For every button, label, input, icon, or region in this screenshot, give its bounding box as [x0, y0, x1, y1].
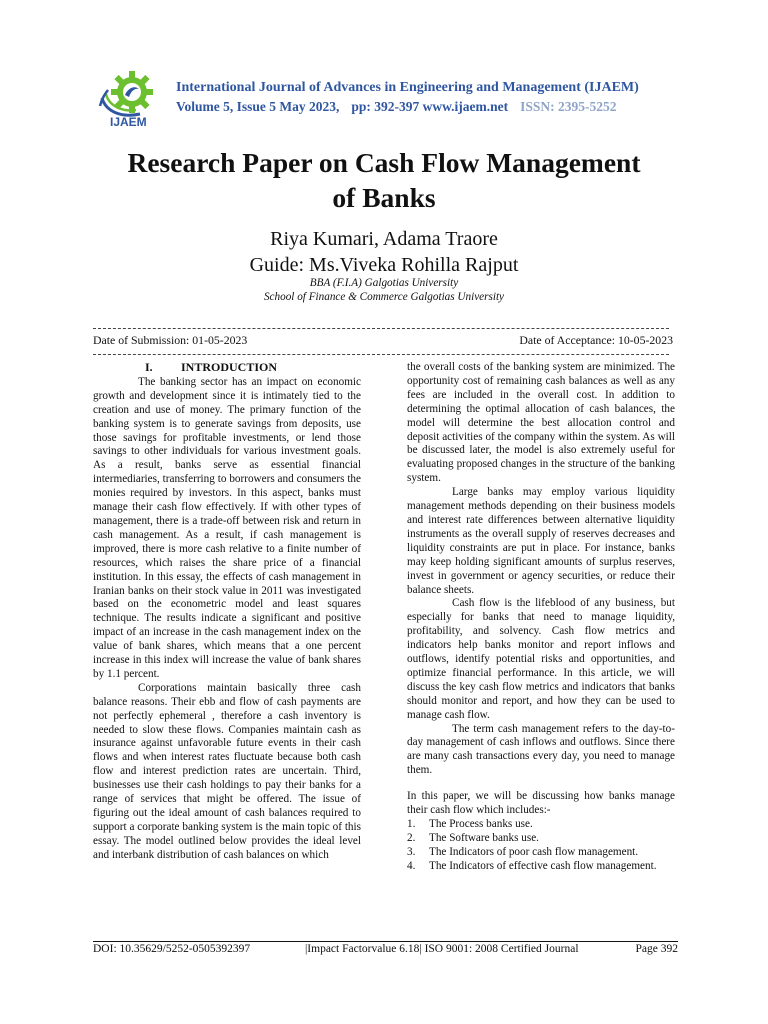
intro-paragraph-2: Corporations maintain basically three cash balance reasons. Their ebb and flow of cash payments are not perfectly ephemeral , therefore a cash inventory is needed to slow these flows. Companies maintain cash as insurance against unfavorable future events in their cash flows and when interest rates fluctuate because both cash flow and interest prediction rates are uncertain. Third, businesses use their cash holdings to pay their banks for a range of services that might be offered. The issue of figuring out the ideal amount of cash balances required to support a corporate banking system is the main topic of this essay. The model outlined below provides the ideal level and interbank distribution of cash balances on which	[93, 681, 361, 861]
date-acceptance: Date of Acceptance: 10-05-2023	[519, 333, 673, 347]
body-paragraph-4: The term cash management refers to the day-to-day management of cash inflows and outflows. Since there are many cash transactions every day, you need to manage them.	[407, 722, 675, 777]
journal-issn: ISSN: 2395-5252	[520, 99, 617, 114]
paragraph-gap	[407, 778, 675, 790]
list-item	[407, 846, 675, 860]
affiliation-degree: BBA (F.I.A) Galgotias University	[309, 277, 459, 289]
affiliation-school: School of Finance & Commerce Galgotias University	[263, 291, 505, 303]
journal-logo	[96, 68, 162, 130]
dashed-divider-bottom	[93, 354, 669, 355]
journal-meta	[176, 99, 617, 115]
right-column	[407, 361, 675, 874]
body-paragraph-5: In this paper, we will be discussing how banks manage their cash flow which includes:-	[407, 790, 675, 817]
list-text: The Indicators of poor cash flow management.	[429, 845, 639, 858]
body-paragraph-1: the overall costs of the banking system are minimized. The opportunity cost of remaining cash balances as well as any fees are included in the overall cost. In addition to determining the optimal allocation of cash balances, the model will determine the best allocation control and deposit activities of the company within the system. As will be discussed later, the model is also extremely useful for evaluating proposed changes in the structure of the banking system.	[407, 361, 675, 485]
footer-impact: |Impact Factorvalue 6.18| ISO 9001: 2008 Certified Journal	[305, 943, 579, 955]
list-number: 4.	[407, 859, 416, 872]
guide: Guide: Ms.Viveka Rohilla Rajput	[249, 254, 519, 276]
section-number: I.	[145, 360, 153, 374]
journal-title: International Journal of Advances in Engineering and Management (IJAEM)	[176, 80, 639, 95]
list-number: 2.	[407, 831, 416, 844]
footer-rule	[93, 941, 678, 942]
list-item	[407, 860, 675, 874]
journal-volume: Volume 5, Issue 5 May 2023,	[176, 99, 340, 114]
body-paragraph-3: Cash flow is the lifeblood of any business, but especially for banks that need to manage liquidity, profitability, and solvency. Cash flow metrics and indicators help banks monitor and report inflows and outflows, identify potential risks and opportunities, and optimize financial performance. In this article, we will discuss the key cash flow metrics and indicators that banks should monitor and report, and how they can be used to manage cash flow.	[407, 597, 675, 721]
footer-page-number: Page 392	[635, 943, 678, 955]
intro-paragraph-1: The banking sector has an impact on economic growth and development since it is intimately tied to the creation and use of money. The primary function of the banking system is to generate savings from deposits, use those savings for profitable investments, or lend those savings to other individuals for various investment goals. As a result, banks serve as essential financial intermediaries, transferring to borrowers and consumers the monies required by investors. In this aspect, banks must manage their cash flow effectively. If with other types of management, there is a trade-off between risk and return in cash management. As a result, if cash management is improved, there is more cash relative to a finite number of resources, which raises the share price of a financial institution. In this essay, the effects of cash management in Iranian banks on their stock value in 2011 was investigated based on the econometric model and least squares technique. The results indicate a significant and positive impact of an increase in the cash management index on the value of bank shares, which means that a one percent increase in this index will increase the value of bank shares by 1.1 percent.	[93, 375, 361, 680]
list-number: 3.	[407, 845, 416, 858]
journal-pages: pp: 392-397	[351, 99, 420, 114]
dates-row	[93, 333, 673, 348]
topics-list	[407, 818, 675, 874]
body-paragraph-2: Large banks may employ various liquidity management methods depending on their business models and interest rate differences between alternative liquidity instruments as the overall supply of reserves decreases and liquidity constraints are put in place. For instance, banks may keep holding significant amounts of surplus reserves, invest in government or agency securities, or reduce their balance sheets.	[407, 486, 675, 596]
list-text: The Indicators of effective cash flow management.	[429, 859, 657, 872]
title-line-1: Research Paper on Cash Flow Management	[127, 147, 641, 178]
footer-doi[interactable]: DOI: 10.35629/5252-0505392397	[93, 943, 251, 955]
left-column	[93, 361, 361, 863]
date-submission: Date of Submission: 01-05-2023	[93, 333, 248, 347]
logo-text: IJAEM	[110, 115, 147, 129]
authors: Riya Kumari, Adama Traore	[270, 228, 498, 250]
section-title: INTRODUCTION	[181, 360, 278, 374]
paper-title	[60, 145, 708, 215]
title-line-2: of Banks	[332, 182, 436, 213]
list-text: The Software banks use.	[429, 831, 539, 844]
section-heading-introduction	[93, 361, 361, 375]
list-text: The Process banks use.	[429, 818, 533, 830]
journal-website[interactable]: www.ijaem.net	[422, 99, 509, 114]
dashed-divider-top	[93, 328, 669, 329]
list-item	[407, 818, 675, 832]
list-number: 1.	[407, 818, 416, 830]
list-item	[407, 832, 675, 846]
